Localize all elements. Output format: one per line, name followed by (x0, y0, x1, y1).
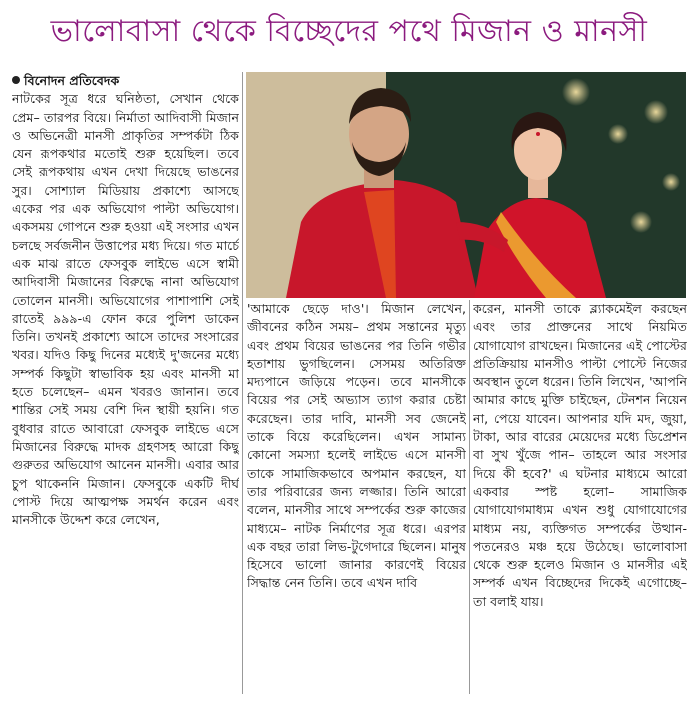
column-3-text: করেন, মানসী তাকে ব্ল্যাকমেইল করছেন এবং তার প্রাক্তনের সাথে নিয়মিত যোগাযোগ রাখছেন। মিজানের এই পোস্টের প্রতিক্রিয়ায় মানসীও পাল্টা পোস্টে নিজের অবস্থান তুলে ধরেন। তিনি লিখেন, 'আপনি আমার কাছে মুক্তি চাইছেন, টেনশন নিয়েন না, পেয়ে যাবেন। আপনার যদি মদ, জুয়া, টাকা, আর বারের মেয়েদের মধ্যে ডিপ্রেশন বা সুখ খুঁজে পান– তাহলে আর সংসার দিয়ে কী হবে?' এ ঘটনার মাধ্যমে আরো একবার স্পষ্ট হলো– সামাজিক যোগাযোগমাধ্যম এখন শুধু যোগাযোগের মাধ্যম নয়, ব্যক্তিগত সম্পর্কের উত্থান-পতনেরও মঞ্চ হয়ে উঠেছে। ভালোবাসা থেকে শুরু হলেও মিজান ও মানসীর এই সম্পর্ক এখন বিচ্ছেদের দিকেই এগোচ্ছে– তা বলাই যায়। (473, 301, 687, 609)
article-column-3 (473, 300, 687, 694)
headline: ভালোবাসা থেকে বিচ্ছেদের পথে মিজান ও মানসী (50, 14, 648, 49)
article-column-2 (247, 300, 466, 694)
couple-photo-illustration (246, 72, 686, 298)
byline-text: বিনোদন প্রতিবেদক (24, 73, 120, 88)
column-1-text: নাটকের সূত্র ধরে ঘনিষ্ঠতা, সেখান থেকে প্রেম– তারপর বিয়ে। নির্মাতা আদিবাসী মিজান ও অভিনেত্রী মানসী প্রাকৃতির সম্পর্কটা ঠিক যেন রূপকথার মতোই শুরু হয়েছিল। তবে সেই রূপকথায় এখন দেখা দিয়েছে ভাঙনের সুর। সোশ্যাল মিডিয়ায় প্রকাশ্যে আসছে একের পর এক অভিযোগ পাল্টা অভিযোগ। একসময় গোপনে শুরু হওয়া এই সংসার এখন চলছে সর্বজনীন উত্তাপের মধ্য দিয়ে। গত মার্চে এক মাঝ রাতে ফেসবুক লাইভে এসে স্বামী আদিবাসী মিজানের বিরুদ্ধে নানা অভিযোগ তোলেন মানসী। অভিযোগের পাশাপাশি সেই রাতেই ৯৯৯-এ ফোন করে পুলিশ ডাকেন তিনি। তখনই প্রকাশ্যে আসে তাদের সংসারের খবর। যদিও কিছু দিনের মধ্যেই দু'জনের মধ্যে সম্পর্ক কিছুটা স্বাভাবিক হয় এবং মানসী মা হতে চলেছেন– এমন খবরও জানান। তবে শান্তির সেই সময় বেশি দিন স্থায়ী হয়নি। গত বুধবার রাতে আবারো ফেসবুক লাইভে এসে মিজানের বিরুদ্ধে মাদক গ্রহণসহ আরো কিছু গুরুতর অভিযোগ আনেন মানসী। এবার আর চুপ থাকেননি মিজান। ফেসবুকে একটি দীর্ঘ পোস্ট দিয়ে আত্মপক্ষ সমর্থন করেন এবং মানসীকে উদ্দেশ করে লেখেন, (12, 91, 239, 528)
column-divider-1 (242, 72, 243, 694)
bullet-icon (12, 76, 20, 84)
couple-photo (246, 72, 686, 298)
column-2-text: 'আমাকে ছেড়ে দাও'। মিজান লেখেন, জীবনের কঠিন সময়– প্রথম সন্তানের মৃত্যু এবং প্রথম বিয়ের ভাঙনের পর তিনি গভীর হতাশায় ভুগছিলেন। সেসময় অতিরিক্ত মদ্যপানে জড়িয়ে পড়েন। তবে মানসীকে বিয়ের পর সেই অভ্যাস ত্যাগ করার চেষ্টা করেছেন। তার দাবি, মানসী সব জেনেই তাকে বিয়ে করেছিলেন। এখন সামান্য কোনো সমস্যা হলেই লাইভে এসে মানসী তাকে সামাজিকভাবে অপমান করছেন, যা তার পরিবারের জন্য লজ্জার। তিনি আরো বলেন, মানসীর সাথে সম্পর্কের শুরু কাজের মাধ্যমে– নাটক নির্মাণের সূত্র ধরে। এরপর এক বছর তারা লিভ-টুগেদারে ছিলেন। মানুষ হিসেবে ভালো জানার কারণেই বিয়ের সিদ্ধান্ত নেন তিনি। তবে এখন দাবি (247, 301, 466, 591)
byline (12, 72, 239, 90)
column-divider-2 (469, 300, 470, 694)
article-column-1 (12, 72, 239, 694)
